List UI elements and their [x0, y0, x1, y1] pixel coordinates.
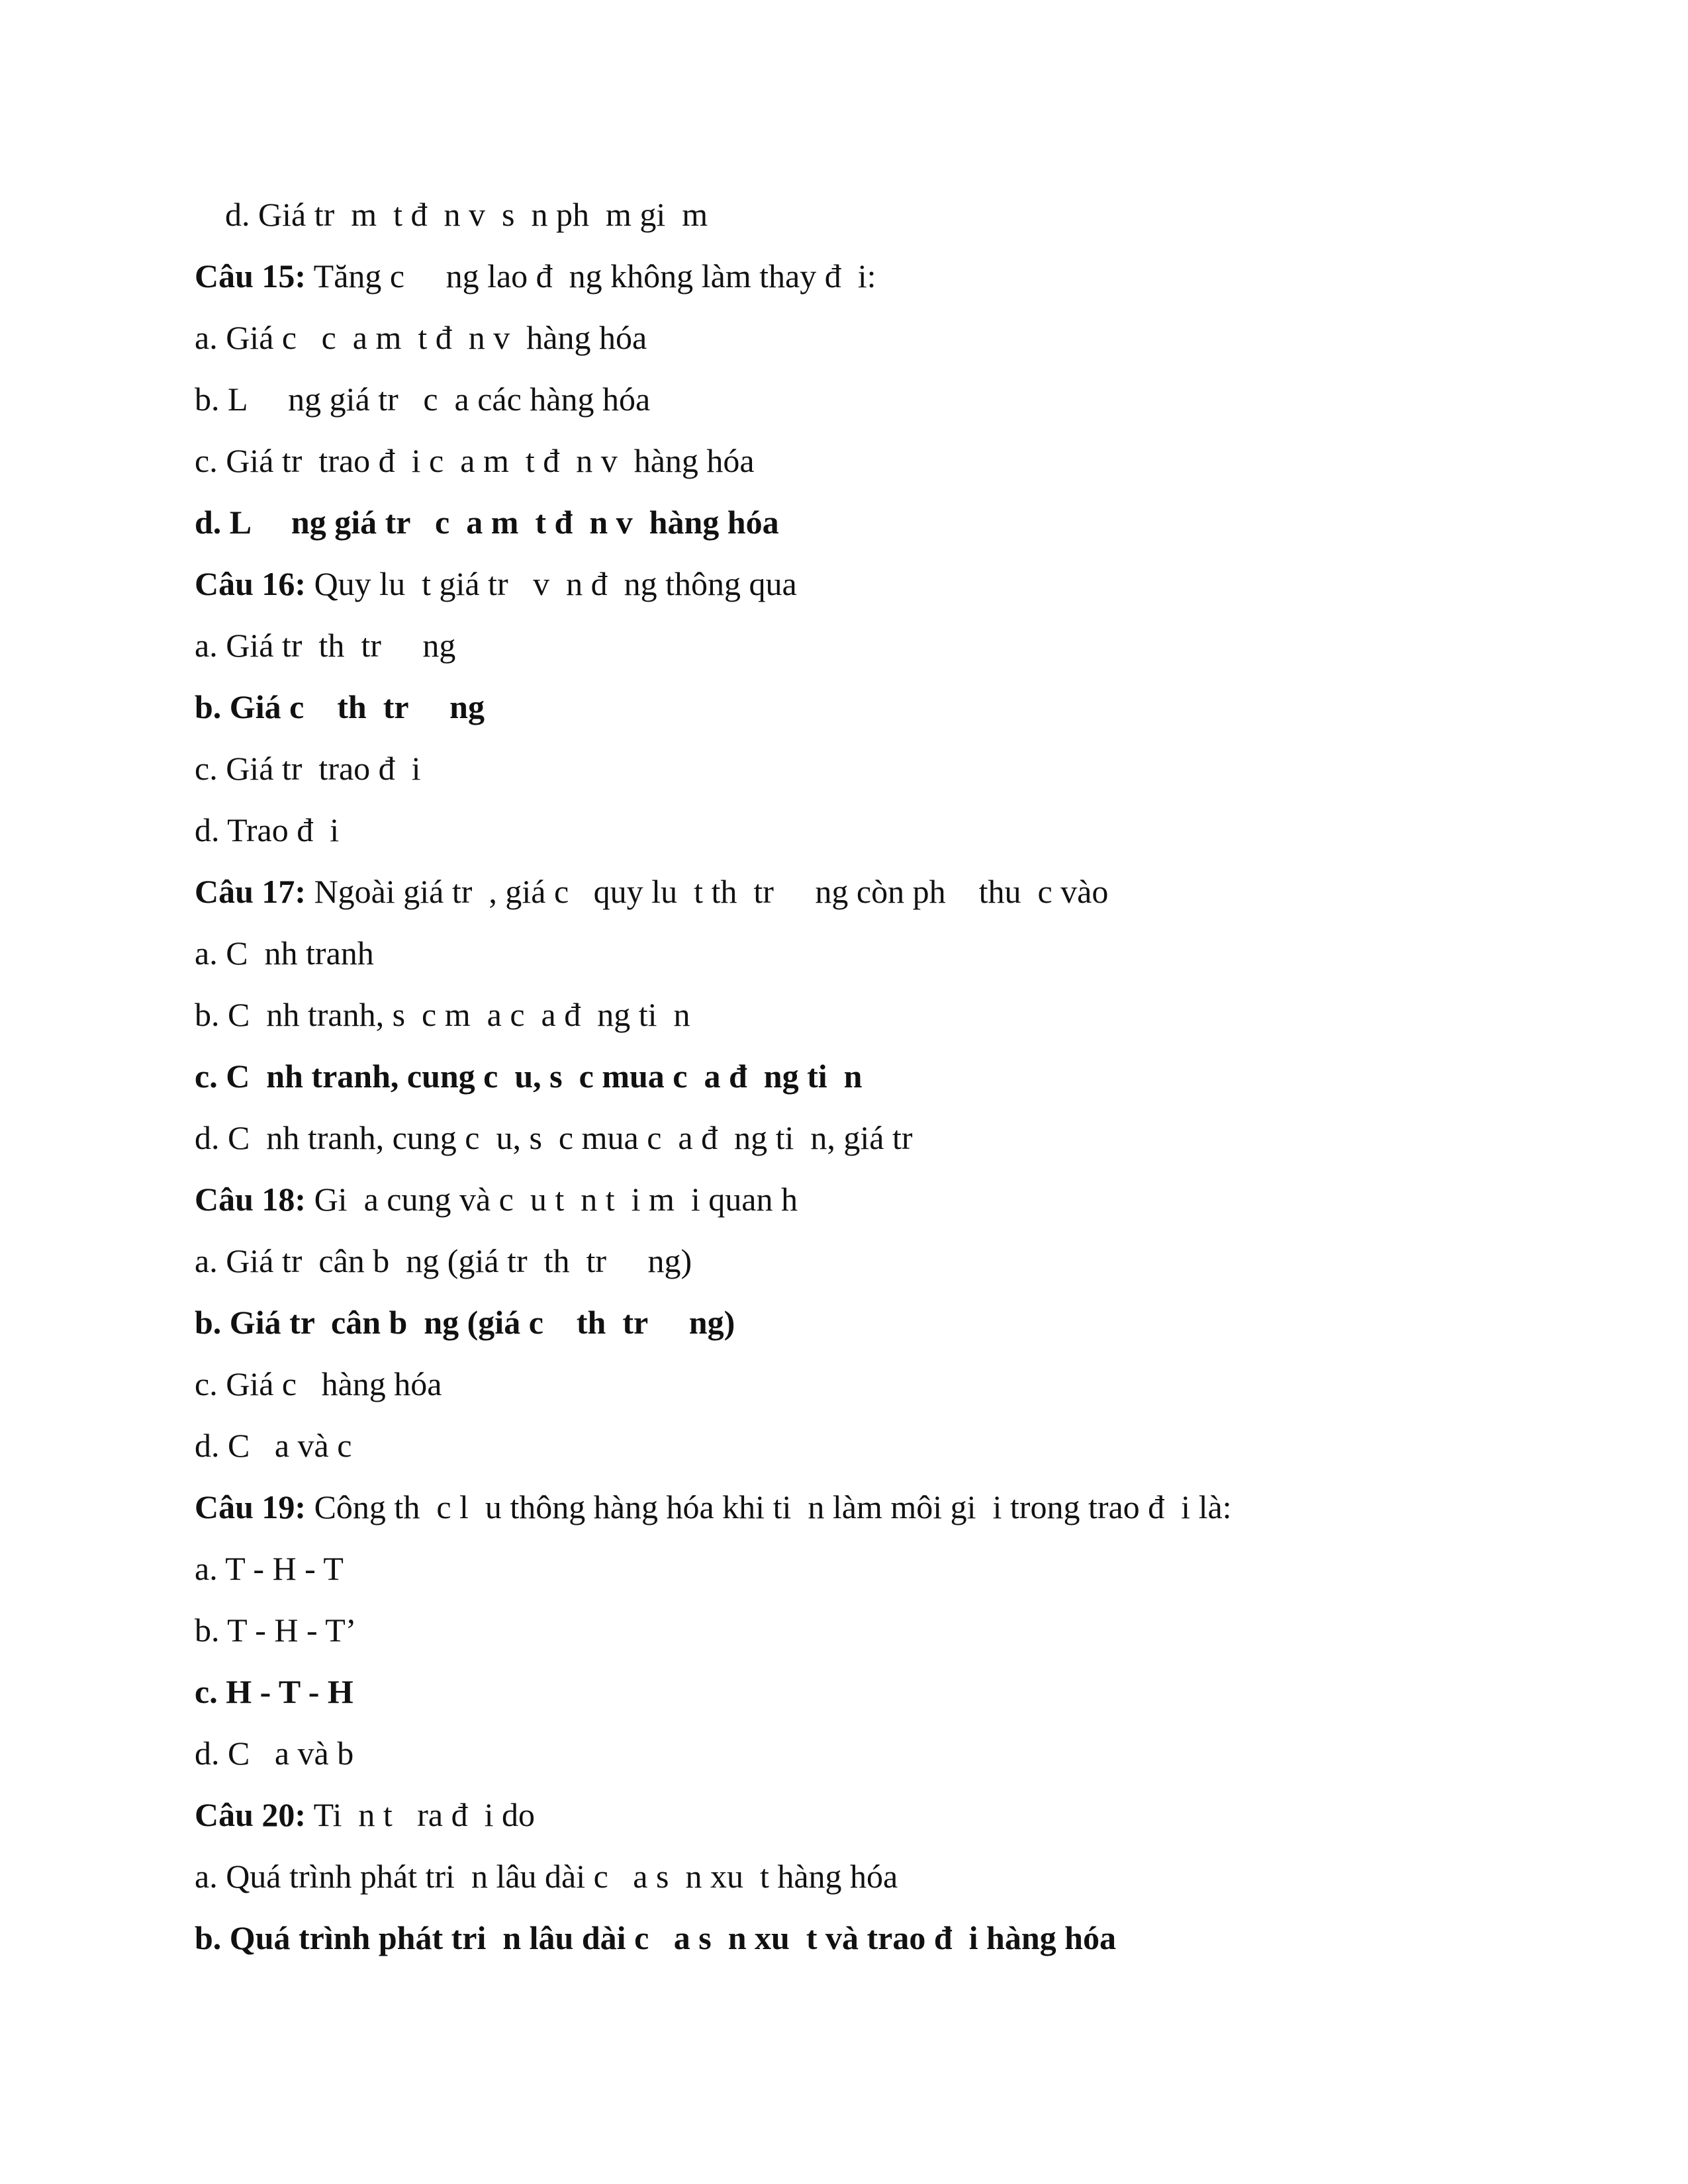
question-text: Tăng c ng lao đ ng không làm thay đ i:	[306, 257, 876, 295]
question-16	[195, 564, 797, 604]
answer-option: d. C nh tranh, cung c u, s c mua c a đ ng ti n, giá tr	[195, 1119, 913, 1156]
question-label: Câu 20:	[195, 1796, 306, 1833]
answer-option: b. T - H - T’	[195, 1612, 357, 1649]
answer-option: d. C a và b	[195, 1735, 354, 1772]
answer-option: a. T - H - T	[195, 1550, 344, 1587]
question-label: Câu 18:	[195, 1181, 306, 1218]
answer-option: c. Giá tr trao đ i	[195, 750, 421, 787]
correct-answer-option: b. Giá c th tr ng	[195, 688, 485, 725]
question-20	[195, 1795, 535, 1835]
question-19	[195, 1487, 1232, 1527]
correct-answer-option: b. Giá tr cân b ng (giá c th tr ng)	[195, 1304, 735, 1341]
answer-option: a. Quá trình phát tri n lâu dài c a s n xu t hàng hóa	[195, 1858, 898, 1895]
question-label: Câu 15:	[195, 257, 306, 295]
answer-option: c. Giá tr trao đ i c a m t đ n v hàng hóa	[195, 442, 755, 479]
answer-option: a. Giá tr cân b ng (giá tr th tr ng)	[195, 1242, 692, 1279]
answer-option: d. C a và c	[195, 1427, 352, 1464]
question-18	[195, 1179, 798, 1219]
answer-option: d. Trao đ i	[195, 811, 340, 848]
answer-option: a. C nh tranh	[195, 934, 374, 972]
question-label: Câu 19:	[195, 1488, 306, 1525]
question-17	[195, 872, 1108, 911]
question-label: Câu 17:	[195, 873, 306, 910]
correct-answer-option: d. L ng giá tr c a m t đ n v hàng hóa	[195, 504, 779, 541]
question-text: Quy lu t giá tr v n đ ng thông qua	[306, 565, 797, 602]
question-label: Câu 16:	[195, 565, 306, 602]
answer-option: c. Giá c hàng hóa	[195, 1365, 442, 1402]
answer-option: a. Giá c c a m t đ n v hàng hóa	[195, 319, 647, 356]
correct-answer-option: c. C nh tranh, cung c u, s c mua c a đ ng ti n	[195, 1058, 863, 1095]
question-text: Ngoài giá tr , giá c quy lu t th tr ng còn ph thu c vào	[306, 873, 1109, 910]
correct-answer-option: b. Quá trình phát tri n lâu dài c a s n xu t và trao đ i hàng hóa	[195, 1919, 1116, 1956]
answer-option: a. Giá tr th tr ng	[195, 627, 456, 664]
question-15	[195, 256, 876, 296]
correct-answer-option: c. H - T - H	[195, 1673, 353, 1710]
answer-option: b. C nh tranh, s c m a c a đ ng ti n	[195, 996, 690, 1033]
question-text: Gi a cung và c u t n t i m i quan h	[306, 1181, 798, 1218]
answer-option: d. Giá tr m t đ n v s n ph m gi m	[225, 196, 708, 233]
question-text: Ti n t ra đ i do	[306, 1796, 535, 1833]
answer-option: b. L ng giá tr c a các hàng hóa	[195, 381, 651, 418]
question-text: Công th c l u thông hàng hóa khi ti n làm môi gi i trong trao đ i là:	[306, 1488, 1232, 1525]
